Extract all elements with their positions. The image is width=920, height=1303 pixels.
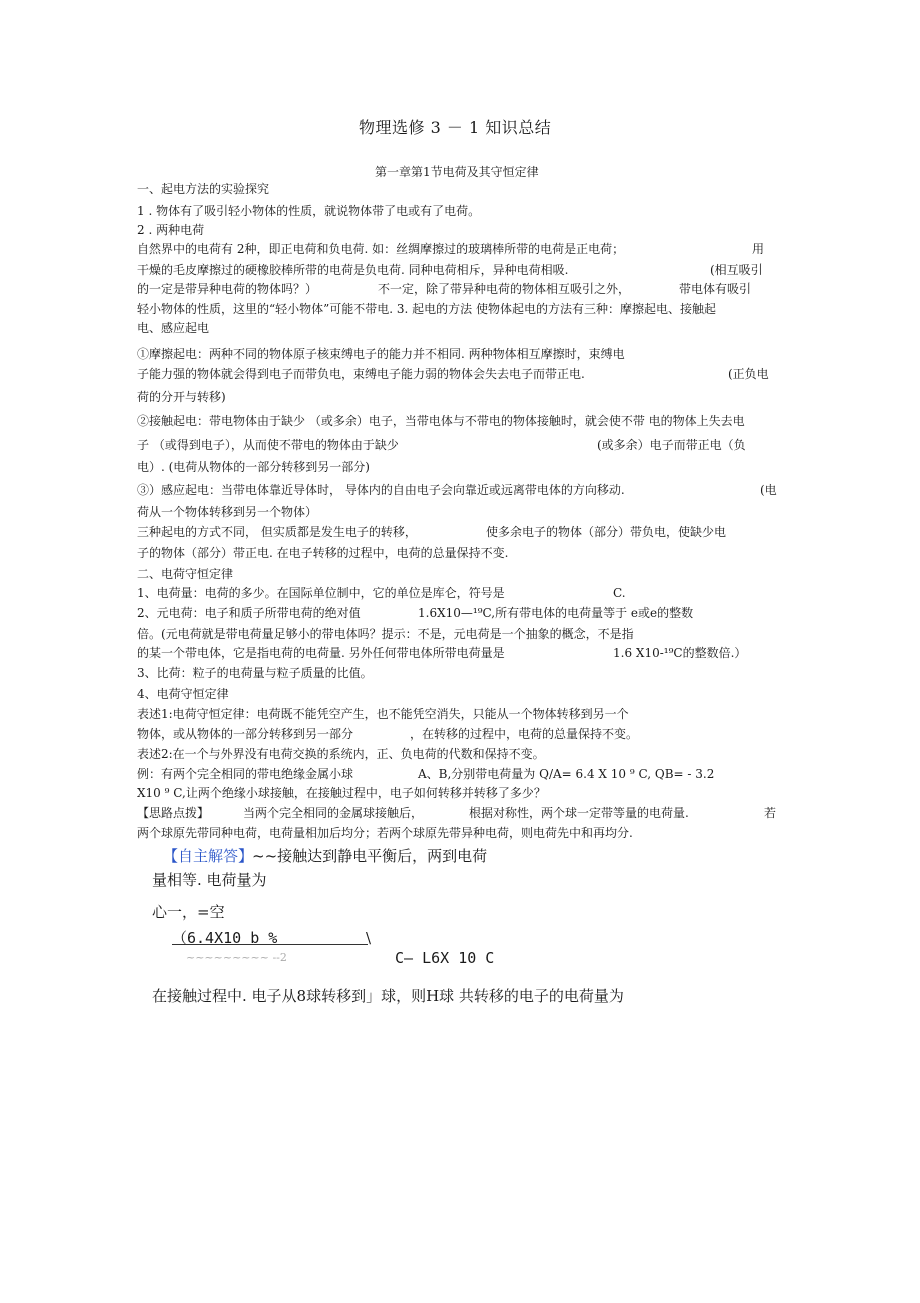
paragraph-line: 干燥的毛皮摩擦过的硬橡胶棒所带的电荷是负电荷. 同种电荷相斥，异种电荷相吸. — [137, 263, 569, 277]
paragraph-line: X10 ⁹ C,让两个绝缘小球接触，在接触过程中，电子如何转移并转移了多少？ — [137, 786, 546, 800]
paragraph-line: 倍。(元电荷就是带电荷量足够小的带电体吗？提示：不是，元电荷是一个抽象的概念，不是指 — [137, 627, 634, 641]
paragraph-line: 根据对称性，两个球一定带等量的电荷量. — [469, 806, 689, 820]
fraction-bar — [172, 944, 368, 945]
paragraph-line: 用 — [752, 242, 765, 256]
formula-bracket: \ — [366, 929, 372, 947]
answer-label: 【自主解答】 — [163, 847, 254, 865]
paragraph-line: (电 — [760, 483, 777, 497]
paragraph-line: 轻小物体的性质，这里的“轻小物体”可能不带电. 3. 起电的方法 使物体起电的方法有三种：摩擦起电、接触起 — [137, 302, 716, 316]
formula-numerator: （6.4X10 b % — [172, 929, 278, 947]
paragraph-line: 1、电荷量：电荷的多少。在国际单位制中，它的单位是库仑，符号是 — [137, 586, 505, 600]
paragraph-line: 当两个完全相同的金属球接触后， — [243, 806, 424, 820]
paragraph-line: 子 （或得到电子），从而使不带电的物体由于缺少 — [137, 438, 399, 452]
paragraph-line: 2 . 两种电荷 — [137, 223, 205, 237]
paragraph-line: 1.6 X10-¹⁹C的整数倍.） — [613, 646, 747, 660]
paragraph-line: 表述2:在一个与外界没有电荷交换的系统内，正、负电荷的代数和保持不变。 — [137, 747, 545, 761]
paragraph-line: ①摩擦起电：两种不同的物体原子核束缚电子的能力并不相同. 两种物体相互摩擦时，束缚电 — [137, 347, 625, 361]
paragraph-line: A、B,分别带电荷量为 Q/A= 6.4 X 10 ⁹ C, QB= - 3.2 — [418, 767, 715, 781]
paragraph-line: 电、感应起电 — [137, 321, 210, 335]
paragraph-line: C. — [613, 586, 626, 600]
paragraph-line: 【思路点拨】 — [137, 806, 210, 820]
paragraph-line: 不一定，除了带异种电荷的物体相互吸引之外， — [378, 282, 631, 296]
document-title: 物理选修 3 － 1 知识总结 — [359, 118, 552, 137]
paragraph-line: 若 — [764, 806, 777, 820]
paragraph-line: 的一定是带异种电荷的物体吗？） — [137, 282, 318, 296]
paragraph-line: 自然界中的电荷有 2种，即正电荷和负电荷. 如：丝绸摩擦过的玻璃棒所带的电荷是正电荷； — [137, 242, 625, 256]
paragraph-line: 例：有两个完全相同的带电绝缘金属小球 — [137, 767, 354, 781]
paragraph-line: 子能力强的物体就会得到电子而带负电，束缚电子能力弱的物体会失去电子而带正电. — [137, 367, 585, 381]
answer-line: ~~接触达到静电平衡后，两到电荷 — [252, 847, 488, 865]
paragraph-line: 4、电荷守恒定律 — [137, 687, 229, 701]
paragraph-line: ③）感应起电：当带电体靠近导体时， 导体内的自由电子会向靠近或远离带电体的方向移动. — [137, 483, 625, 497]
paragraph-line: 使多余电子的物体（部分）带负电，使缺少电 — [486, 525, 727, 539]
chapter-heading: 第一章第1节电荷及其守恒定律 — [375, 165, 539, 179]
paragraph-line: 子的物体（部分）带正电. 在电子转移的过程中，电荷的总量保持不变. — [137, 546, 509, 560]
formula-result: C— L6X 10 C — [395, 949, 495, 967]
paragraph-line: 2、元电荷：电子和质子所带电荷的绝对值 — [137, 606, 361, 620]
answer-line: 量相等. 电荷量为 — [152, 871, 267, 889]
answer-line: 在接触过程中. 电子从8球转移到」球，则H球 共转移的电子的电荷量为 — [152, 987, 624, 1005]
paragraph-line: 1 . 物体有了吸引轻小物体的性质，就说物体带了电或有了电荷。 — [137, 204, 481, 218]
paragraph-line: ，在转移的过程中，电荷的总量保持不变。 — [410, 727, 639, 741]
section-heading: 一、起电方法的实验探究 — [137, 182, 270, 196]
paragraph-line: 的某一个带电体，它是指电荷的电荷量. 另外任何带电体所带电荷量是 — [137, 646, 505, 660]
paragraph-line: (正负电 — [728, 367, 769, 381]
paragraph-line: 1.6X10—¹⁹C,所有带电体的电荷量等于 e或e的整数 — [418, 606, 694, 620]
paragraph-line: 表述1:电荷守恒定律：电荷既不能凭空产生，也不能凭空消失，只能从一个物体转移到另一个 — [137, 707, 629, 721]
paragraph-line: 带电体有吸引 — [679, 282, 752, 296]
paragraph-line: (相互吸引 — [710, 263, 763, 277]
paragraph-line: 3、比荷：粒子的电荷量与粒子质量的比值。 — [137, 666, 373, 680]
paragraph-line: 荷的分开与转移) — [137, 390, 226, 404]
paragraph-line: (或多余）电子而带正电（负 — [597, 438, 746, 452]
paragraph-line: 三种起电的方式不同， 但实质都是发生电子的转移， — [137, 525, 417, 539]
paragraph-line: 两个球原先带同种电荷，电荷量相加后均分；若两个球原先带异种电荷，则电荷先中和再均分. — [137, 826, 633, 840]
answer-line: 心一，=空 — [152, 903, 225, 921]
paragraph-line: 电）. (电荷从物体的一部分转移到另一部分) — [137, 460, 370, 474]
formula-denominator: ~~~~~~~~~ --2 — [186, 951, 287, 964]
section-heading: 二、电荷守恒定律 — [137, 567, 234, 581]
paragraph-line: 物体，或从物体的一部分转移到另一部分 — [137, 727, 354, 741]
paragraph-line: ②接触起电：带电物体由于缺少 （或多余）电子，当带电体与不带电的物体接触时，就会使不带 电的物体上失去电 — [137, 414, 745, 428]
paragraph-line: 荷从一个物体转移到另一个物体） — [137, 505, 318, 519]
